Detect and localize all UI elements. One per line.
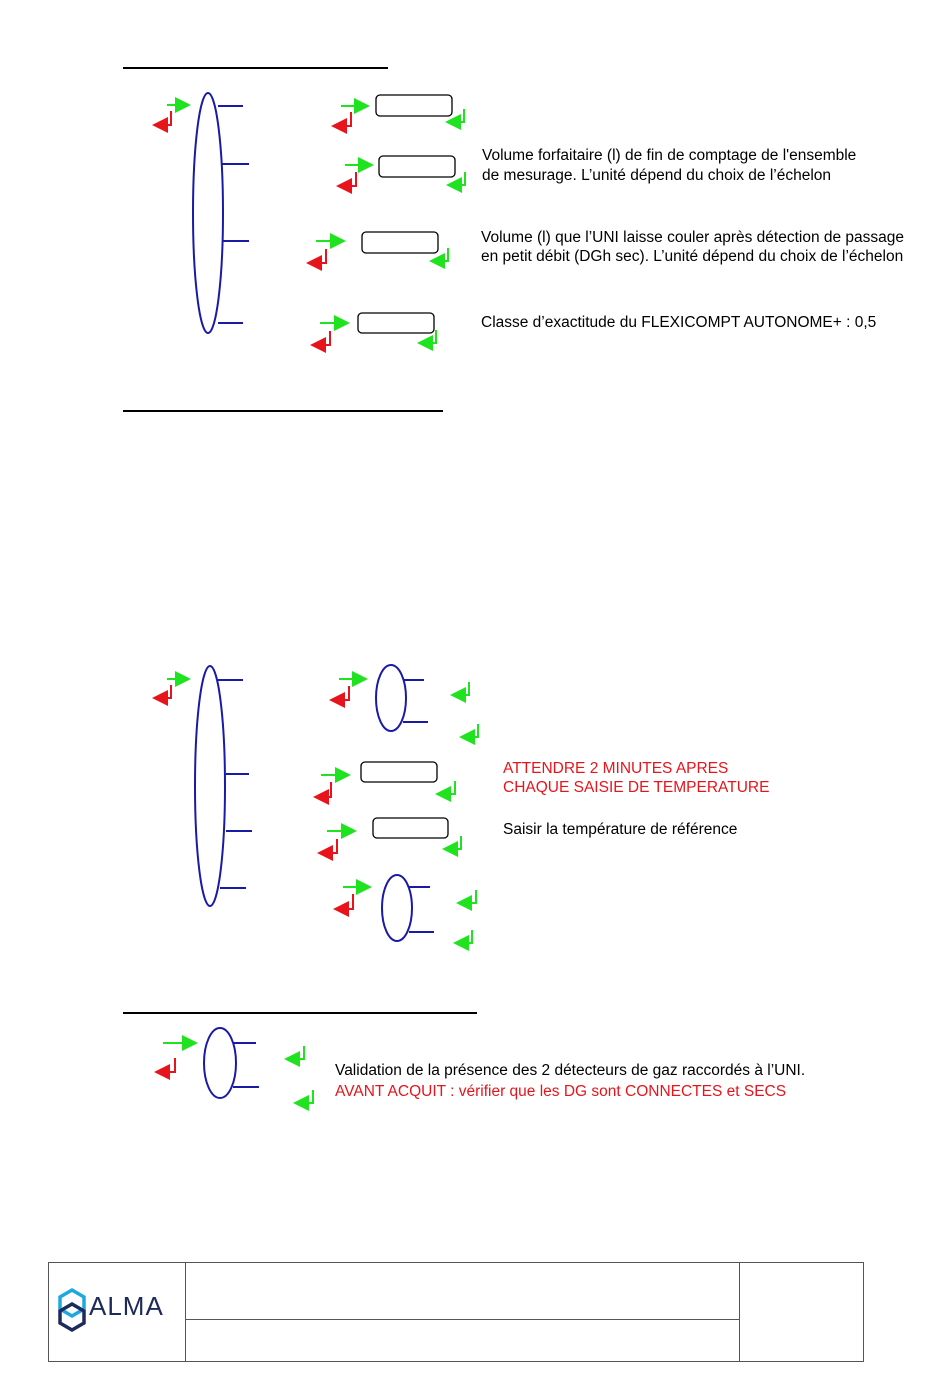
enter-arrow-icon — [452, 682, 469, 695]
note-validation-line1: Validation de la présence des 2 détecteurs de gaz raccordés à l’UNI. — [335, 1062, 806, 1079]
value-box — [376, 95, 452, 116]
alma-logo-icon — [57, 1287, 87, 1333]
value-box — [361, 762, 437, 782]
footer-logo-cell — [49, 1263, 186, 1361]
return-arrow-icon — [335, 894, 353, 909]
submenu-ellipse — [376, 665, 406, 731]
warning-avant-acquit: AVANT ACQUIT : vérifier que les DG sont CONNECTES et SECS — [335, 1083, 787, 1100]
menu-group-2 — [154, 665, 478, 943]
footer-cell-page — [739, 1263, 864, 1361]
return-arrow-icon — [338, 172, 356, 186]
menu-group-1 — [154, 93, 465, 345]
note-volume-uni-line2: en petit débit (DGh sec). L’unité dépend du choix de l’échelon — [481, 248, 904, 265]
return-arrow-icon — [156, 1058, 175, 1072]
enter-arrow-icon — [295, 1090, 313, 1103]
footer-cell-subtitle — [185, 1319, 739, 1361]
note-classe-exactitude: Classe d’exactitude du FLEXICOMPT AUTONOME+ : 0,5 — [481, 314, 877, 331]
return-arrow-icon — [154, 685, 171, 698]
warning-attendre-line2: CHAQUE SAISIE DE TEMPERATURE — [503, 779, 770, 796]
alma-logo-text: ALMA — [89, 1291, 164, 1321]
menu-ellipse — [195, 666, 225, 906]
return-arrow-icon — [312, 331, 330, 345]
enter-arrow-icon — [286, 1046, 304, 1059]
value-box — [379, 156, 455, 177]
enter-arrow-icon — [455, 930, 472, 943]
note-saisir-temperature: Saisir la température de référence — [503, 821, 738, 838]
enter-arrow-icon — [437, 781, 455, 794]
warning-attendre-line1: ATTENDRE 2 MINUTES APRES — [503, 760, 729, 777]
menu-ellipse — [193, 93, 223, 333]
value-box — [358, 313, 434, 333]
note-volume-uni-line1: Volume (l) que l’UNI laisse couler après détection de passage — [481, 229, 905, 246]
menu-ellipse — [204, 1028, 236, 1098]
menu-group-3 — [156, 1028, 313, 1103]
return-arrow-icon — [333, 112, 351, 126]
document-footer — [48, 1262, 864, 1362]
value-box — [373, 818, 448, 838]
note-volume-forfaitaire-line2: de mesurage. L’unité dépend du choix de l’échelon — [482, 167, 832, 184]
return-arrow-icon — [308, 249, 326, 263]
enter-arrow-icon — [458, 890, 476, 903]
note-volume-forfaitaire-line1: Volume forfaitaire (l) de fin de comptage de l'ensemble — [482, 147, 857, 164]
submenu-ellipse — [382, 875, 412, 941]
enter-arrow-icon — [444, 836, 461, 849]
value-box — [362, 232, 438, 253]
return-arrow-icon — [319, 839, 337, 853]
enter-arrow-icon — [461, 724, 478, 737]
return-arrow-icon — [315, 782, 331, 797]
footer-cell-title — [185, 1263, 739, 1320]
return-arrow-icon — [331, 686, 349, 700]
return-arrow-icon — [154, 111, 171, 125]
